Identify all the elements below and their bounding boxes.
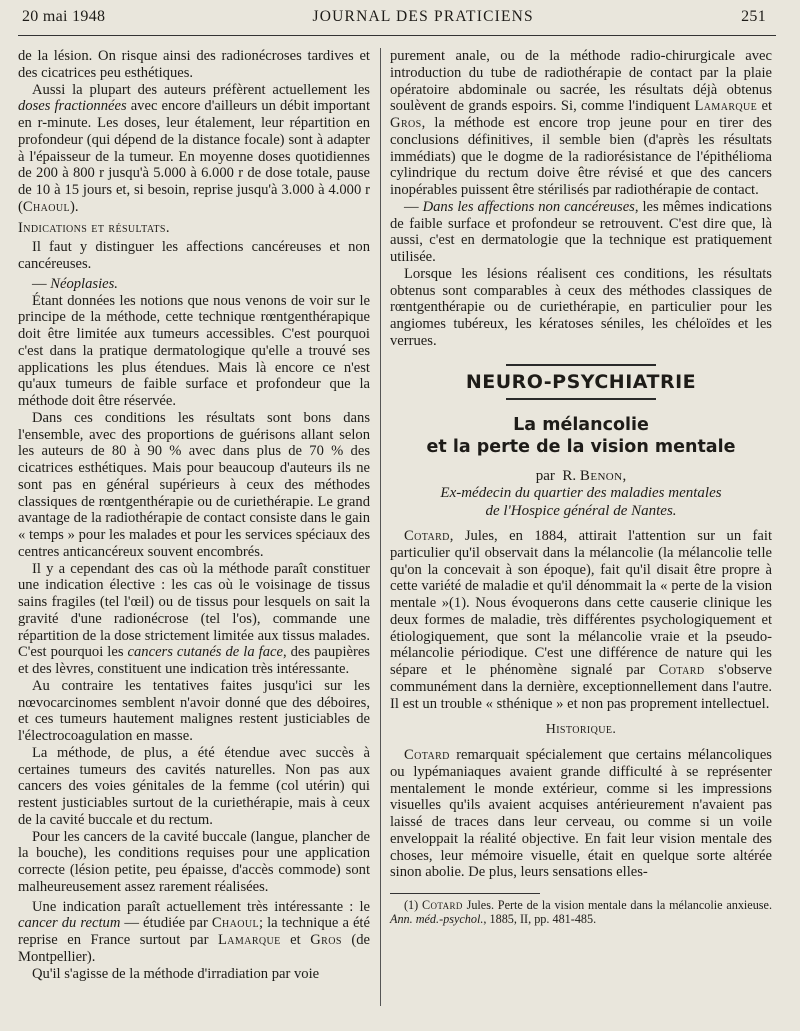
author-affiliation-line-2: de l'Hospice général de Nantes. [485,502,677,519]
header-rule [18,35,776,36]
footnote [390,898,772,926]
text-run: — étudiée par [120,915,212,932]
paragraph-historique [390,747,772,881]
paragraph-fractionated-doses [18,82,370,216]
right-column [390,48,772,926]
text-run: Il y a cependant des cas où la méthode paraît constituer une indication élective : les cas où le voisinage de tissus sains fragiles (tel l'œil) ou de tissus pour lesquels on sait la gravité d'une radionécrose (tel l'os), commande une répartition de la dose strictement limitée aux tissus malades. C'est pourquoi les [18,560,370,661]
text-run: Chaoul [22,198,71,215]
text-run: , les mêmes indications de faible surface et profondeur se retrouvent. C'est dire que, là aussi, c'est en dermatologie que la technique est pratiquement utilisée. [390,198,772,265]
text-run: Gros [390,115,422,131]
paragraph-rectum-cancer [18,899,370,966]
journal-title: JOURNAL DES PRATICIENS [312,8,534,25]
section-heading-historique: Historique. [545,722,617,738]
rubric-rule-bottom [506,398,656,400]
page-number: 251 [741,8,766,25]
paragraph-elective-indication [18,561,370,678]
rubric-rule-top [506,364,656,366]
italic-text: cancer du rectum [18,915,121,932]
text-run: , la méthode est encore trop jeune pour en tirer des conclusions définitives, il semble bien (d'après les résultats immédiats) que le dogme de la radiorésistance de l'épithélioma cylindrique du rectum doive être révisé et que des cancers inopérables puissent être stérilisés par radiothérapie de contact. [390,115,772,198]
paragraph: Qu'il s'agisse de la méthode d'irradiation par voie [32,965,320,982]
text-run: Cotard [422,898,463,912]
byline: par R. Benon, [535,468,627,485]
paragraph-non-cancerous [390,199,772,266]
text-run: , des paupières et des lèvres, constituent une indication très intéressante. [18,644,370,677]
paragraph: Dans ces conditions les résultats sont bons dans l'ensemble, avec des proportions de guérisons allant selon les auteurs de 80 à 90 % avec dans plus de 70 % des cicatrices esthétiques. Mais pour beaucoup d'auteurs ils ne sont pas en général supérieurs à ceux des méthodes classiques de rœntgenthérapie ou de curiethérapie. Le grand avantage de la radiothérapie de contact consiste dans le gain « temps » pour les malades et pour les services spéciaux des centres anticancéreux souvent encombrés. [18,409,370,560]
rubric-heading: NEURO-PSYCHIATRIE [465,370,697,393]
footnote-rule [390,893,540,894]
text-run: Lamarque [694,98,758,115]
text-run: Cotard [404,528,450,544]
text-run: , 1885, II, pp. 481-485. [483,912,597,926]
running-header [22,8,766,34]
text-run: — [404,198,423,215]
text-run: avec encore d'ailleurs un débit important en r-minute. Les doses, leur étalement, leur répartition en profondeur (qui dépend de la distance focale) sont à adapter à l'épaisseur de la tumeur. En moyenne doses quotidiennes de 200 à 800 r jusqu'à 5.000 à 6.000 r de dose totale, pause de 10 à 15 jours et, si besoin, reprise jusqu'à 3.000 à 4.000 r ( [18,98,370,215]
text-run: Gros [310,932,342,948]
paragraph: Il faut y distinguer les affections cancéreuses et non cancéreuses. [18,239,370,272]
text-run: Jules. Perte de la vision mentale dans la mélancolie anxieuse. [462,898,772,912]
text-run: Lamarque [217,932,281,948]
text-run: et [280,932,311,948]
italic-text: Dans les affections non cancéreuses [422,198,635,215]
text-run: purement anale, ou de la méthode radio-chirurgicale avec introduction du tube de radiothérapie de contact par la plaie opératoire abdominale ou sacrée, les résultats déjà obtenus soulèvent de grands espoirs. Si, comme l'indiquent [390,48,772,115]
subheading-neoplasies [18,276,370,293]
article-title-line-2: et la perte de la vision mentale [426,437,736,458]
text-run: Chaoul [211,915,260,932]
text-run: R. [562,468,580,485]
text-run: ; la technique a été reprise en France surtout par [18,915,370,948]
paragraph: de la lésion. On risque ainsi des radionécroses tardives et des cicatrices peu esthétiques. [18,48,370,81]
text-run: remarquait spécialement que certains mélancoliques ou lypémaniaques avaient grande difficulté à se représenter mentalement le monde extérieur, comme si les impressions visuelles qu'ils avaient acquises antérieurement n'avaient pas laissé de traces dans leur cerveau, ou comme si un voile enveloppait la réalité objective. En fait leur vision mentale des choses, leur mémoire visuelle, était en quelque sorte altérée sinon abolie. De plus, leurs sensations elles- [390,747,772,881]
issue-date: 20 mai 1948 [22,8,106,25]
text-run: — [32,275,51,292]
paragraph-intro-cotard [390,528,772,712]
text-run: Cotard [404,747,450,763]
text-run: (de Montpellier). [18,932,370,965]
paragraph: Pour les cancers de la cavité buccale (langue, plancher de la bouche), les conditions requises pour une application correcte (lésion petite, peu épaisse, d'accès commode) sont malheureusement assez rarement réalisées. [18,828,370,895]
text-run: (1) [404,898,422,912]
text-run: par [535,468,555,485]
left-column [18,48,370,982]
text-run: , Jules, en 1884, attirait l'attention sur un fait particulier qu'il observait dans la mélancolie (la mélancolie telle qu'on la concevait à son époque), fait qu'il disait être propre à cette variété de maladie et qu'il dénommait la « perte de la vision mentale »(1). Nous évoquerons dans cette causerie clinique les deux formes de maladie, très différentes psychologiquement et étiologiquement, que sont la mélancolie vraie et la pseudo-mélancolie périodique. C'est une différence de nature qui les sépare et le phénomène signalé par [390,528,772,678]
italic-text: doses fractionnées [18,98,127,115]
column-divider [380,48,381,1006]
paragraph: La méthode, de plus, a été étendue avec succès à certaines tumeurs des cavités naturelles. Non pas aux cancers des voies génitales de la femme (col utérin) qui restent justiciables surtout de la curiethérapie, mais à ceux de la cavité buccale et du rectum. [18,744,370,828]
paragraph: Au contraire les tentatives faites jusqu'ici sur les nœvocarcinomes semblent n'avoir donné que des déboires, et ces tumeurs hautement malignes restent justiciables de l'électrocoagulation en masse. [18,677,370,744]
text-run: s'observe communément dans la dernière, exceptionnellement dans l'autre. Il est un trouble « sthénique » et non pas proprement intellectuel. [390,662,772,712]
italic-text: cancers cutanés de la face [127,644,283,661]
paragraph: Étant données les notions que nous venons de voir sur le principe de la méthode, cette technique rœntgenthérapique doit être limitée aux tumeurs accessibles. C'est pourquoi c'est dans la pratique dermatologique qu'elle a trouvé ses applications les plus étendues. Mais là encore ce n'est qu'aux tumeurs de faible surface et profondeur que la méthode doit être réservée. [18,292,370,409]
italic-text: Ann. méd.-psychol. [390,912,484,926]
paragraph: Lorsque les lésions réalisent ces conditions, les résultats obtenus sont comparables à ceux des méthodes classiques de rœntgenthérapie ou de curiethérapie, en particulier pour les angiomes tubéreux, les kératoses séniles, les chéloïdes et les verrues. [390,265,772,349]
paragraph-continued [390,48,772,199]
text-run: ). [70,198,79,215]
text-run: Aussi la plupart des auteurs préfèrent actuellement les [32,81,370,98]
italic-text: Néoplasies. [50,275,118,292]
text-run: et [757,98,772,115]
article-title-line-1: La mélancolie [513,415,649,436]
section-heading-indications: Indications et résultats. [18,219,170,236]
text-run: Benon [579,468,623,485]
text-run: Cotard [658,662,705,678]
text-run: Une indication paraît actuellement très intéressante : le [32,898,370,915]
author-affiliation-line-1: Ex-médecin du quartier des maladies mentales [440,485,722,501]
